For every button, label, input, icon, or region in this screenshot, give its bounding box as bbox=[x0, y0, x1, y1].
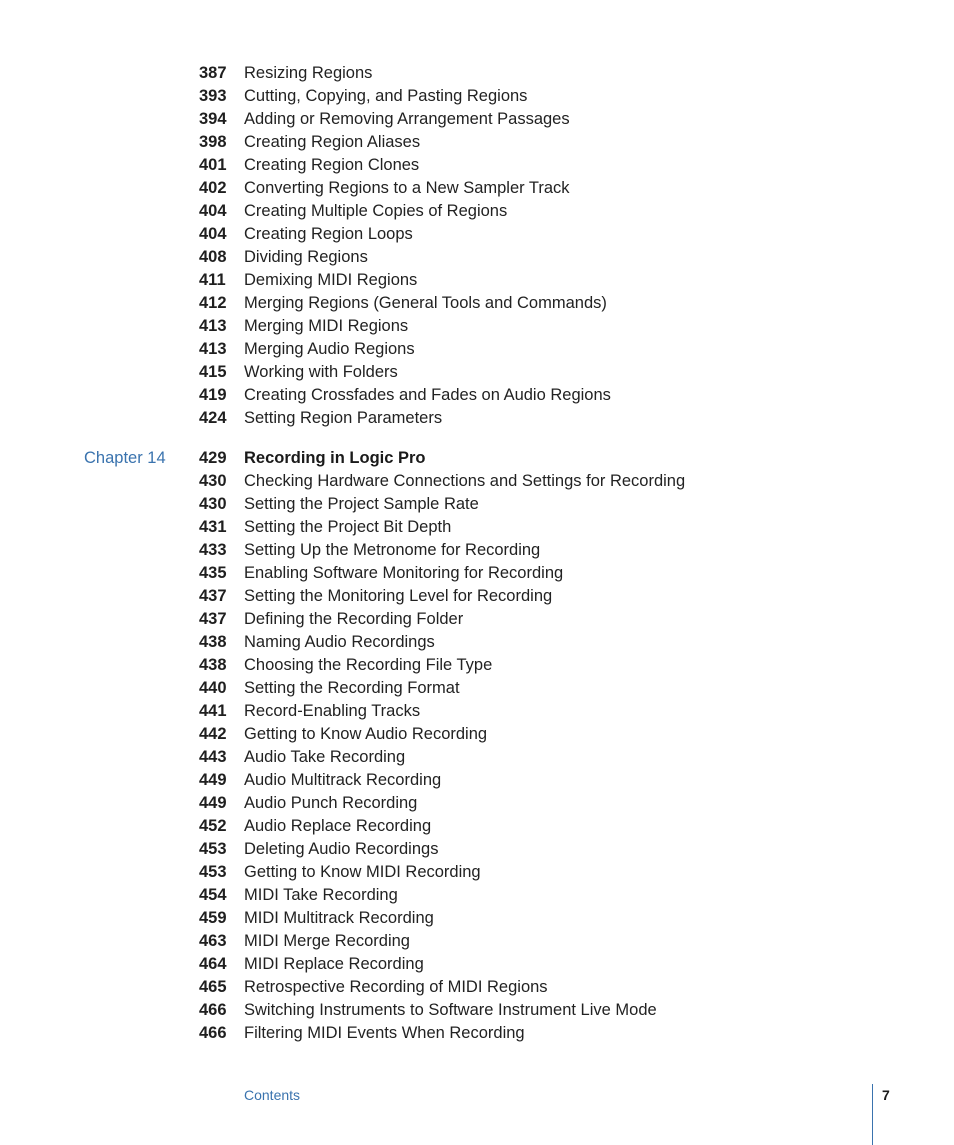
toc-entry[interactable] bbox=[0, 746, 954, 769]
toc-page-number: 430 bbox=[199, 495, 227, 513]
toc-entry-title: Setting the Recording Format bbox=[244, 679, 460, 697]
toc-page-number: 431 bbox=[199, 518, 227, 536]
toc-page-number: 430 bbox=[199, 472, 227, 490]
toc-page-number: 449 bbox=[199, 794, 227, 812]
toc-entry-title: Merging MIDI Regions bbox=[244, 317, 409, 335]
toc-entry[interactable] bbox=[0, 700, 954, 723]
toc-page-number: 433 bbox=[199, 541, 227, 559]
toc-entry[interactable] bbox=[0, 131, 954, 154]
toc-entry[interactable] bbox=[0, 677, 954, 700]
toc-entry[interactable] bbox=[0, 108, 954, 131]
toc-entry-title: MIDI Replace Recording bbox=[244, 955, 424, 973]
toc-entry-title: MIDI Take Recording bbox=[244, 886, 398, 904]
toc-entry[interactable] bbox=[0, 246, 954, 269]
toc-page-number: 466 bbox=[199, 1024, 227, 1042]
toc-section-chapter-14 bbox=[0, 447, 954, 1045]
toc-entry-title: MIDI Multitrack Recording bbox=[244, 909, 434, 927]
toc-entry-title: Checking Hardware Connections and Settings for Recording bbox=[244, 472, 686, 490]
toc-entry-title: Cutting, Copying, and Pasting Regions bbox=[244, 87, 528, 105]
toc-entry-title: Setting the Project Bit Depth bbox=[244, 518, 452, 536]
toc-entry[interactable] bbox=[0, 269, 954, 292]
toc-entry-title: Audio Replace Recording bbox=[244, 817, 432, 835]
toc-entry-title: Merging Regions (General Tools and Commands) bbox=[244, 294, 607, 312]
toc-entry-title: Defining the Recording Folder bbox=[244, 610, 464, 628]
toc-entry[interactable] bbox=[0, 1022, 954, 1045]
chapter-page-number: 429 bbox=[199, 449, 227, 467]
toc-entry[interactable] bbox=[0, 407, 954, 430]
toc-entry[interactable] bbox=[0, 654, 954, 677]
toc-entry-title: Dividing Regions bbox=[244, 248, 368, 266]
toc-page-number: 419 bbox=[199, 386, 227, 404]
toc-page-number: 411 bbox=[199, 271, 226, 289]
toc-page-number: 387 bbox=[199, 64, 227, 82]
toc-entry[interactable] bbox=[0, 838, 954, 861]
toc-page-number: 452 bbox=[199, 817, 227, 835]
toc-entry-title: Merging Audio Regions bbox=[244, 340, 415, 358]
toc-entry-title: Creating Multiple Copies of Regions bbox=[244, 202, 508, 220]
toc-entry-title: Demixing MIDI Regions bbox=[244, 271, 418, 289]
toc-entry[interactable] bbox=[0, 223, 954, 246]
toc-page-number: 464 bbox=[199, 955, 227, 973]
toc-page-number: 466 bbox=[199, 1001, 227, 1019]
toc-page-number: 412 bbox=[199, 294, 227, 312]
toc-entry-title: Converting Regions to a New Sampler Track bbox=[244, 179, 570, 197]
toc-entry-title: Naming Audio Recordings bbox=[244, 633, 435, 651]
chapter-heading-row[interactable] bbox=[0, 447, 954, 470]
toc-entry[interactable] bbox=[0, 516, 954, 539]
toc-entry[interactable] bbox=[0, 200, 954, 223]
toc-page-number: 438 bbox=[199, 656, 227, 674]
toc-entry[interactable] bbox=[0, 562, 954, 585]
toc-page-number: 435 bbox=[199, 564, 227, 582]
toc-entry-title: Creating Region Aliases bbox=[244, 133, 421, 151]
toc-entry[interactable] bbox=[0, 85, 954, 108]
toc-page-number: 437 bbox=[199, 587, 227, 605]
toc-entry[interactable] bbox=[0, 315, 954, 338]
toc-page-number: 465 bbox=[199, 978, 227, 996]
toc-entry-title: Deleting Audio Recordings bbox=[244, 840, 439, 858]
toc-page-number: 413 bbox=[199, 340, 227, 358]
toc-entry[interactable] bbox=[0, 861, 954, 884]
toc-page-number: 398 bbox=[199, 133, 227, 151]
toc-entry-title: Adding or Removing Arrangement Passages bbox=[244, 110, 570, 128]
toc-entry[interactable] bbox=[0, 338, 954, 361]
toc-entry[interactable] bbox=[0, 769, 954, 792]
toc-entry-title: Audio Take Recording bbox=[244, 748, 406, 766]
chapter-entry-list bbox=[0, 470, 954, 1045]
toc-entry[interactable] bbox=[0, 930, 954, 953]
toc-entry[interactable] bbox=[0, 539, 954, 562]
toc-page-number: 404 bbox=[199, 202, 227, 220]
toc-entry-title: Creating Region Clones bbox=[244, 156, 420, 174]
toc-page-number: 454 bbox=[199, 886, 227, 904]
toc-entry-title: MIDI Merge Recording bbox=[244, 932, 410, 950]
toc-entry[interactable] bbox=[0, 631, 954, 654]
footer-section-label: Contents bbox=[244, 1087, 301, 1103]
toc-entry[interactable] bbox=[0, 470, 954, 493]
toc-page-number: 442 bbox=[199, 725, 227, 743]
toc-entry-title: Record-Enabling Tracks bbox=[244, 702, 421, 720]
toc-entry[interactable] bbox=[0, 361, 954, 384]
toc-page-number: 408 bbox=[199, 248, 227, 266]
toc-page-number: 413 bbox=[199, 317, 227, 335]
toc-entry-title: Getting to Know MIDI Recording bbox=[244, 863, 481, 881]
toc-page-number: 404 bbox=[199, 225, 227, 243]
toc-entry[interactable] bbox=[0, 999, 954, 1022]
toc-entry-title: Working with Folders bbox=[244, 363, 398, 381]
toc-page-number: 443 bbox=[199, 748, 227, 766]
toc-entry-title: Switching Instruments to Software Instrument Live Mode bbox=[244, 1001, 657, 1019]
toc-entry[interactable] bbox=[0, 884, 954, 907]
toc-entry-title: Setting the Project Sample Rate bbox=[244, 495, 479, 513]
toc-page-number: 440 bbox=[199, 679, 227, 697]
toc-page-number: 463 bbox=[199, 932, 227, 950]
toc-entry-title: Resizing Regions bbox=[244, 64, 373, 82]
toc-page-number: 402 bbox=[199, 179, 227, 197]
toc-entry[interactable] bbox=[0, 907, 954, 930]
toc-page-number: 441 bbox=[199, 702, 227, 720]
toc-page-number: 453 bbox=[199, 840, 227, 858]
chapter-title: Recording in Logic Pro bbox=[244, 449, 426, 467]
toc-entry[interactable] bbox=[0, 608, 954, 631]
toc-entry-title: Audio Punch Recording bbox=[244, 794, 418, 812]
toc-page-number: 449 bbox=[199, 771, 227, 789]
toc-page-number: 401 bbox=[199, 156, 227, 174]
toc-entry[interactable] bbox=[0, 384, 954, 407]
footer-page-number: 7 bbox=[882, 1087, 890, 1103]
toc-entry-title: Setting Up the Metronome for Recording bbox=[244, 541, 541, 559]
toc-entry-title: Retrospective Recording of MIDI Regions bbox=[244, 978, 548, 996]
toc-entry[interactable] bbox=[0, 177, 954, 200]
toc-entry[interactable] bbox=[0, 62, 954, 85]
toc-entry[interactable] bbox=[0, 154, 954, 177]
toc-section-regions bbox=[0, 62, 954, 430]
toc-entry[interactable] bbox=[0, 723, 954, 746]
toc-page-number: 453 bbox=[199, 863, 227, 881]
toc-entry-title: Creating Region Loops bbox=[244, 225, 413, 243]
toc-entry-title: Setting the Monitoring Level for Recording bbox=[244, 587, 553, 605]
toc-entry[interactable] bbox=[0, 976, 954, 999]
footer-divider bbox=[872, 1084, 873, 1145]
toc-page-number: 394 bbox=[199, 110, 227, 128]
toc-entry-title: Choosing the Recording File Type bbox=[244, 656, 493, 674]
toc-page-number: 438 bbox=[199, 633, 227, 651]
toc-entry[interactable] bbox=[0, 493, 954, 516]
toc-page-number: 393 bbox=[199, 87, 227, 105]
toc-entry-title: Audio Multitrack Recording bbox=[244, 771, 442, 789]
toc-entry[interactable] bbox=[0, 792, 954, 815]
toc-entry-title: Filtering MIDI Events When Recording bbox=[244, 1024, 525, 1042]
chapter-label[interactable]: Chapter 14 bbox=[84, 449, 166, 467]
toc-entry-title: Setting Region Parameters bbox=[244, 409, 443, 427]
toc-entry[interactable] bbox=[0, 953, 954, 976]
toc-page-number: 424 bbox=[199, 409, 227, 427]
toc-entry-title: Enabling Software Monitoring for Recording bbox=[244, 564, 564, 582]
toc-entry[interactable] bbox=[0, 292, 954, 315]
toc-entry-title: Getting to Know Audio Recording bbox=[244, 725, 488, 743]
toc-entry-title: Creating Crossfades and Fades on Audio Regions bbox=[244, 386, 611, 404]
toc-entry[interactable] bbox=[0, 585, 954, 608]
toc-page-number: 459 bbox=[199, 909, 227, 927]
toc-page-number: 437 bbox=[199, 610, 227, 628]
toc-page-number: 415 bbox=[199, 363, 227, 381]
toc-entry[interactable] bbox=[0, 815, 954, 838]
